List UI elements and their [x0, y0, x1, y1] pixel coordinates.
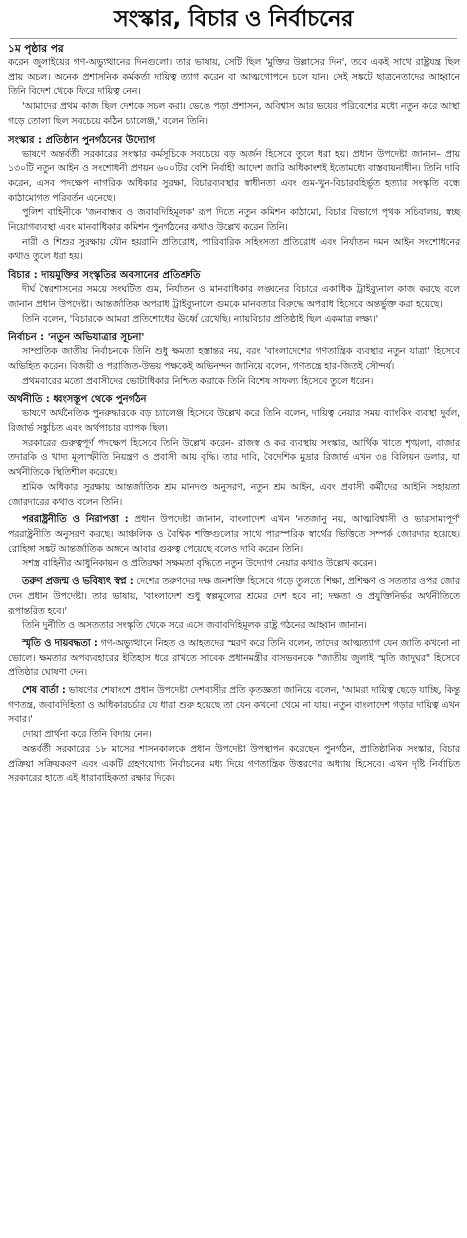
continued-from-page-label: ১ম পৃষ্ঠার পর: [8, 43, 64, 55]
section-heading: বিচার : দায়মুক্তির সংস্কৃতির অবসানের প্রতিশ্রুতি: [8, 270, 201, 282]
section-lead-paragraph: [8, 513, 460, 557]
section-paragraph: প্রথমবারের মতো প্রবাসীদের ভোটাধিকার নিশ্চিত করাকে তিনি বিশেষ সাফল্য হিসেবে তুলে ধরেন।: [22, 375, 374, 387]
section-paragraph: সরকারের গুরুত্বপূর্ণ পদক্ষেপ হিসেবে তিনি উল্লেখ করেন- রাজস্ব ও কর ব্যবস্থায় সংস্কার, আর্থিক খাতে শৃঙ্খলা, বাজার তদারকি ও খাদ্য মূল্যস্ফীতি নিয়ন্ত্রণ ও প্রবাসী আয় বৃদ্ধি। তার দাবি, বৈদেশিক মুদ্রার রিজার্ভ এখন ৩৪ বিলিয়ন ডলার, যা অর্থনীতিকে স্থিতিশীল করেছে।: [8, 437, 460, 479]
section-election: [8, 330, 460, 389]
section-lead-paragraph: [8, 575, 460, 619]
section-paragraph: তিনি বলেন, 'বিচারকে আমরা প্রতিশোধের ঊর্ধ্বে রেখেছি। ন্যায়বিচার প্রতিষ্ঠাই ছিল একমাত্র লক্ষ্য।': [22, 313, 379, 325]
section-economy: [8, 392, 460, 510]
section-heading: শেষ বার্তা :: [22, 685, 66, 697]
section-paragraph: তিনি দুর্নীতি ও অসততার সংস্কৃতি থেকে সরে এসে জবাবদিহিমূলক রাষ্ট্র গঠনের আহ্বান জানান।: [22, 620, 367, 632]
section-paragraph: অন্তর্বর্তী সরকারের ১৮ মাসের শাসনকালকে প্রধান উপদেষ্টা উপস্থাপন করেছেন পুনর্গঠন, প্রাতিষ্ঠানিক সংস্কার, বিচার প্রক্রিয়া সক্রিয়করণ এবং একটি গ্রহণযোগ্য নির্বাচনের মধ্য দিয়ে গণতান্ত্রিক উত্তরণের অধ্যায় হিসেবে। এখন দৃষ্টি নির্বাচিত সরকারের হাতে এই ধারাবাহিকতা রক্ষার দিকে।: [8, 743, 460, 785]
section-paragraph: নারী ও শিশুর সুরক্ষায় যৌন হয়রানি প্রতিরোধ, পারিবারিক সহিংসতা প্রতিরোধ এবং নির্যাতন দমন আইন সংশোধনের কথাও তুলে ধরা হয়।: [8, 236, 460, 263]
section-heading: নির্বাচন : 'নতুন অভিযাত্রার সূচনা': [8, 332, 145, 344]
section-reform: [8, 133, 460, 266]
section-memory: [8, 637, 460, 681]
section-heading: তরুণ প্রজন্ম ও ভবিষ্যৎ স্বপ্ন :: [22, 576, 134, 588]
section-final-message: [8, 684, 460, 787]
section-paragraph: সাম্প্রতিক জাতীয় নির্বাচনকে তিনি শুধু ক্ষমতা হস্তান্তর নয়, বরং 'বাংলাদেশের গণতান্ত্রিক ব্যবস্থার নতুন যাত্রা' হিসেবে অভিহিত করেন। বিজয়ী ও পরাজিত-উভয় পক্ষকেই অভিনন্দন জানিয়ে বলেন, গণতন্ত্রে হার-জিতই সৌন্দর্য।: [8, 346, 460, 372]
section-lead-text: গণ-অভ্যুত্থানে নিহত ও আহতদের স্মরণ করে তিনি বলেন, তাদের আত্মত্যাগ যেন জাতি কখনো না ভোলে। ক্ষমতার অপব্যবহারের ইতিহাস ধরে রাখতে সাবেক প্রধানমন্ত্রীর বাসভবনকে "জাতীয় জুলাই স্মৃতি জাদুঘর" হিসেবে প্রতিষ্ঠার ঘোষণা দেন।: [8, 637, 461, 679]
section-lead-paragraph: [8, 684, 460, 728]
headline: সংস্কার, বিচার ও নির্বাচনের: [113, 6, 354, 32]
section-lead-text: ভাষণের শেষাংশে প্রধান উপদেষ্টা দেশবাসীর প্রতি কৃতজ্ঞতা জানিয়ে বলেন, 'আমরা দায়িত্ব ছেড়ে যাচ্ছি, কিন্তু গণতন্ত্র, জবাবদিহিতা ও অধিকারচর্চার যে ধারা শুরু হয়েছে তা যেন কখনো থেমে না যায়। নতুন বাংলাদেশ গড়ার দায়িত্ব এখন সবার।': [8, 685, 460, 726]
section-youth: [8, 575, 460, 634]
section-paragraph: সশস্ত্র বাহিনীর আধুনিকায়ন ও প্রতিরক্ষা সক্ষমতা বৃদ্ধিতে নতুন উদ্যোগ নেয়ার কথাও উল্লেখ করেন।: [22, 558, 377, 570]
section-heading: সংস্কার : প্রতিষ্ঠান পুনর্গঠনের উদ্যোগ: [8, 134, 156, 146]
section-heading: স্মৃতি ও দায়বদ্ধতা :: [22, 637, 98, 649]
section-lead-text: দেশের তরুণদের দক্ষ জনশক্তি হিসেবে গড়ে তুলতে শিক্ষা, প্রশিক্ষণ ও সততার ওপর জোর দেন প্রধান উপদেষ্টা। তার ভাষায়, 'বাংলাদেশ শুধু স্বল্পমূল্যের শ্রমের দেশ হবে না; দক্ষতা ও প্রযুক্তিনির্ভর অর্থনীতিতে রূপান্তরিত হবে।': [8, 576, 460, 617]
section-lead-text: প্রধান উপদেষ্টা জানান, বাংলাদেশ এখন 'নতজানু নয়, আত্মবিশ্বাসী ও ভারসাম্যপূর্ণ' পররাষ্ট্রনীতি অনুসরণ করছে। আঞ্চলিক ও বৈশ্বিক শক্তিগুলোর সাথে পারস্পরিক স্বার্থের ভিত্তিতে সম্পর্ক জোরদার হয়েছে। রোহিঙ্গা সঙ্কট আন্তর্জাতিক অঙ্গনে আবার গুরুত্ব পেয়েছে বলেও দাবি করেন তিনি।: [8, 514, 460, 555]
section-heading: অর্থনীতি : ধ্বংসস্তূপ থেকে পুনর্গঠন: [8, 394, 147, 406]
section-paragraph: শ্রমিক অধিকার সুরক্ষায় আন্তর্জাতিক শ্রম মানদণ্ড অনুসরণ, নতুন শ্রম আইন, এবং প্রবাসী কর্মীদের আইনি সহায়তা জোরদারের কথাও বলেন তিনি।: [8, 481, 460, 508]
article-body: [8, 56, 460, 787]
section-paragraph: ভাষণে অর্থনৈতিক পুনরুদ্ধারকে বড় চ্যালেঞ্জ হিসেবে উল্লেখ করে তিনি বলেন, দায়িত্ব নেয়ার সময় ব্যাংকিং ব্যবস্থা দুর্বল, রিজার্ভ সঙ্কুচিত এবং অর্থপাচার ব্যাপক ছিল।: [8, 408, 460, 435]
section-heading: পররাষ্ট্রনীতি ও নিরাপত্তা :: [22, 514, 129, 526]
intro-paragraph: করেন জুলাইয়ের গণ-অভ্যুত্থানের দিনগুলো। তার ভাষায়, সেটি ছিল 'মুক্তির উল্লাসের দিন', তবে একই সাথে রাষ্ট্রযন্ত্র ছিল প্রায় অচল। অনেক প্রশাসনিক কর্মকর্তা দায়িত্ব ত্যাগ করেন বা আত্মগোপনে চলে যান। সেই সঙ্কটে ছাত্রনেতাদের আহ্বানে তিনি বিদেশ থেকে ফিরে দায়িত্ব নেন।: [8, 57, 460, 98]
section-paragraph: ভাষণে অন্তর্বর্তী সরকারের সংস্কার কর্মসূচিকে সবচেয়ে বড় অর্জন হিসেবে তুলে ধরা হয়। প্রধান উপদেষ্টা জানান– প্রায় ১৩০টি নতুন আইন ও সংশোধনী প্রণয়ন ৬০০টির বেশি নির্বাহী আদেশ জারি অধিকাংশই ইতোমধ্যে বাস্তবায়নাধীন। তিনি দাবি করেন, এসব পদক্ষেপ নাগরিক অধিকার সুরক্ষা, বিচারব্যবস্থার স্বাধীনতা এবং গুম-খুন-বিচারবহির্ভূত হত্যার সংস্কৃতি বন্ধে কাঠামোগত পরিবর্তন এনেছে।: [8, 148, 460, 204]
section-paragraph: পুলিশ বাহিনীকে 'জনবান্ধব ও জবাবদিহিমূলক' রূপ দিতে নতুন কমিশন কাঠামো, বিচার বিভাগে পৃথক সচিবালয়, স্বচ্ছ নিয়োগব্যবস্থা এবং মানবাধিকার কমিশন পুনর্গঠনের কথাও উল্লেখ করেন তিনি।: [8, 207, 460, 234]
section-foreign-policy: [8, 513, 460, 572]
section-justice: [8, 268, 460, 327]
section-paragraph: দোয়া প্রার্থনা করে তিনি বিদায় নেন।: [22, 729, 152, 741]
section-lead-paragraph: [8, 637, 460, 681]
headline-divider: [10, 38, 457, 39]
intro-paragraph: 'আমাদের প্রথম কাজ ছিল দেশকে সচল করা। ভেঙে পড়া প্রশাসন, অবিশ্বাস আর ভয়ের পরিবেশের মধ্যে নতুন করে আস্থা গড়ে তোলা ছিল সবচেয়ে কঠিন চ্যালেঞ্জ,' বলেন তিনি।: [8, 101, 460, 127]
section-paragraph: দীর্ঘ স্বৈরশাসনের সময়ে সংঘটিত গুম, নির্যাতন ও মানবাধিকার লঙ্ঘনের বিচারে একাধিক ট্রাইব্যুনাল কাজ করছে বলে জানান প্রধান উপদেষ্টা। আন্তর্জাতিক অপরাধ ট্রাইব্যুনালে গুমকে মানবতার বিরুদ্ধে অপরাধ হিসেবে অন্তর্ভুক্ত করা হয়েছে।: [8, 284, 460, 310]
